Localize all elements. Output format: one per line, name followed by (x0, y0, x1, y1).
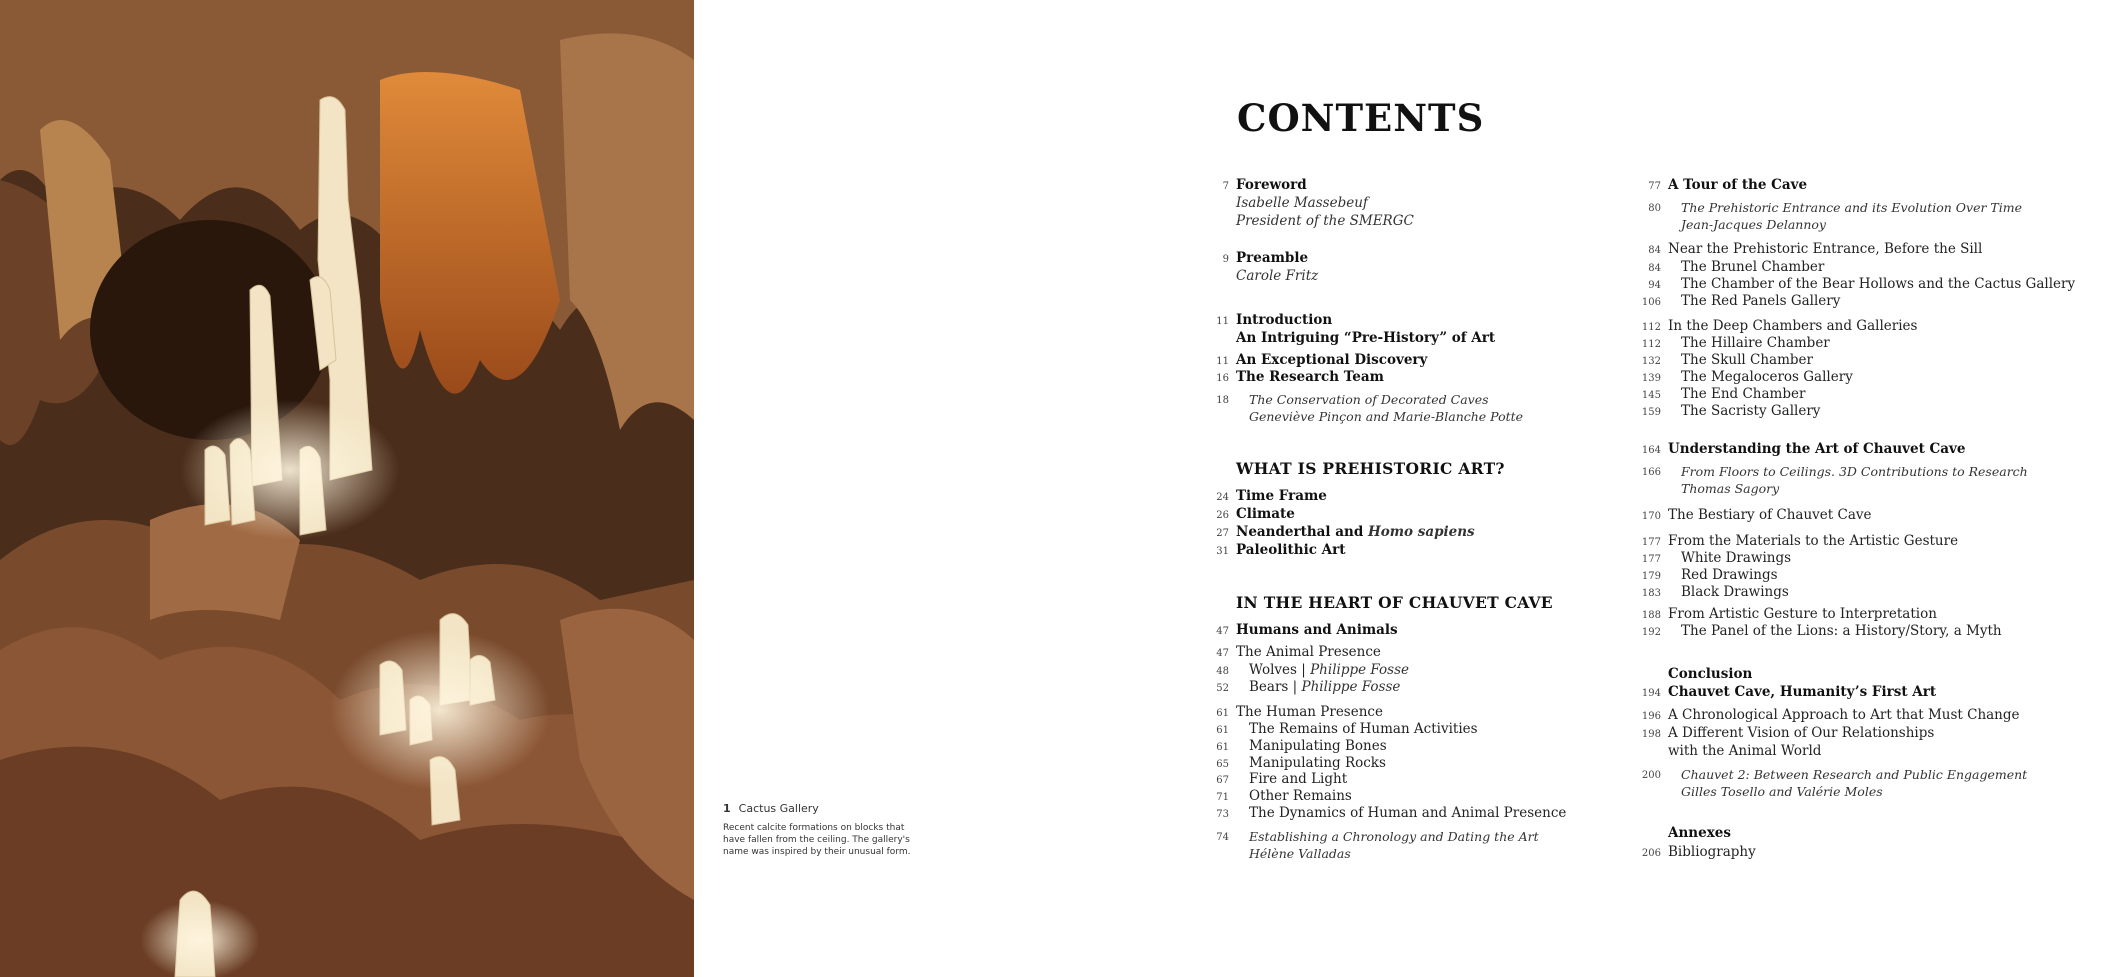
page-number: 74 (1216, 832, 1229, 843)
page-number: 112 (1641, 339, 1661, 350)
entry-title: Foreword (1236, 177, 1307, 193)
entry-title: Black Drawings (1681, 584, 1789, 600)
entry-title: Bibliography (1668, 844, 1756, 860)
entry-title: The Conservation of Decorated Caves (1249, 392, 1489, 407)
entry-title: The Research Team (1236, 369, 1384, 385)
page-number: 73 (1216, 809, 1229, 820)
entry-title: Red Drawings (1681, 567, 1778, 583)
section-heading: IN THE HEART OF CHAUVET CAVE (1236, 593, 1553, 612)
page-number: 61 (1216, 708, 1229, 719)
page-number: 47 (1216, 648, 1229, 659)
page-number: 52 (1216, 683, 1229, 694)
page-number: 24 (1216, 492, 1229, 503)
cave-photo-illustration (0, 0, 694, 977)
entry-title: Neanderthal and (1236, 524, 1368, 540)
entry-author: Geneviève Pinçon and Marie-Blanche Potte (1249, 409, 1524, 424)
entry-title: Climate (1236, 506, 1295, 522)
page-number: 11 (1216, 316, 1229, 327)
entry-title: The Remains of Human Activities (1249, 721, 1478, 737)
entry-title: Manipulating Rocks (1249, 755, 1386, 771)
page-number: 206 (1641, 848, 1661, 859)
page-number: 26 (1216, 510, 1229, 521)
entry-title: Bears | (1249, 679, 1302, 695)
entry-title: Near the Prehistoric Entrance, Before the Sill (1668, 241, 1983, 257)
page-number: 132 (1641, 356, 1661, 367)
page-number: 192 (1641, 627, 1661, 638)
page-number: 47 (1216, 626, 1229, 637)
page-number: 112 (1641, 322, 1661, 333)
entry-author: Philippe Fosse (1310, 662, 1409, 678)
entry-title: Fire and Light (1249, 771, 1348, 787)
page-number: 196 (1641, 711, 1661, 722)
page-number: 18 (1216, 395, 1229, 406)
entry-title: The Panel of the Lions: a History/Story, a Myth (1681, 623, 2002, 639)
page-number: 183 (1641, 588, 1661, 599)
page-number: 145 (1641, 390, 1661, 401)
entry-title: The Brunel Chamber (1681, 259, 1825, 275)
entry-title: In the Deep Chambers and Galleries (1668, 318, 1918, 334)
entry-title: An Exceptional Discovery (1236, 352, 1428, 368)
entry-title: From Floors to Ceilings. 3D Contributions to Research (1681, 464, 2028, 479)
page-number: 48 (1216, 666, 1229, 677)
entry-title: Wolves | (1249, 662, 1311, 678)
page-number: 179 (1641, 571, 1661, 582)
page-number: 177 (1641, 537, 1661, 548)
page-number: 9 (1222, 254, 1229, 265)
entry-title: The Dynamics of Human and Animal Presence (1249, 805, 1567, 821)
page-number: 67 (1216, 775, 1229, 786)
page-number: 159 (1641, 407, 1661, 418)
entry-title-italic: Homo sapiens (1367, 524, 1475, 540)
page-number: 7 (1222, 181, 1229, 192)
entry-title: The End Chamber (1681, 386, 1806, 402)
entry-title: The Bestiary of Chauvet Cave (1668, 507, 1872, 523)
entry-title-continued: with the Animal World (1668, 743, 1822, 759)
page-number: 80 (1648, 203, 1661, 214)
page-number: 61 (1216, 742, 1229, 753)
entry-title: Chauvet Cave, Humanity’s First Art (1668, 684, 1937, 700)
page-number: 77 (1648, 181, 1661, 192)
entry-title: Preamble (1236, 250, 1309, 266)
page-number: 198 (1641, 729, 1661, 740)
page-number: 177 (1641, 554, 1661, 565)
section-heading: WHAT IS PREHISTORIC ART? (1236, 459, 1505, 478)
page-number: 31 (1216, 546, 1229, 557)
caption-line: Recent calcite formations on blocks that (723, 823, 905, 833)
entry-title: White Drawings (1681, 550, 1792, 566)
entry-title: The Megaloceros Gallery (1681, 369, 1853, 385)
entry-author: Carole Fritz (1236, 268, 1319, 284)
page-number: 94 (1648, 280, 1661, 291)
page-number: 139 (1641, 373, 1661, 384)
conclusion-heading: Conclusion (1668, 666, 1753, 682)
entry-subtitle: An Intriguing “Pre-History” of Art (1236, 330, 1496, 346)
page-number: 194 (1641, 688, 1661, 699)
entry-title: A Chronological Approach to Art that Must Change (1668, 707, 2020, 723)
entry-title: The Skull Chamber (1681, 352, 1813, 368)
entry-title: A Tour of the Cave (1668, 177, 1808, 193)
page-number: 11 (1216, 356, 1229, 367)
entry-title: A Different Vision of Our Relationships (1668, 725, 1935, 741)
page-number: 16 (1216, 373, 1229, 384)
entry-title: Introduction (1236, 312, 1333, 328)
entry-title: Chauvet 2: Between Research and Public Engagement (1681, 767, 2028, 782)
cave-photo (0, 0, 694, 977)
page-number: 65 (1216, 759, 1229, 770)
entry-title: The Prehistoric Entrance and its Evolution Over Time (1681, 200, 2023, 215)
entry-author: Jean-Jacques Delannoy (1681, 217, 1826, 232)
caption-line: name was inspired by their unusual form. (723, 847, 911, 857)
photo-caption (723, 802, 913, 858)
entry-author: Hélène Valladas (1249, 846, 1351, 861)
entry-title: Manipulating Bones (1249, 738, 1387, 754)
entry-title: Establishing a Chronology and Dating the Art (1249, 829, 1539, 844)
entry-title: Humans and Animals (1236, 622, 1398, 638)
entry-author: Gilles Tosello and Valérie Moles (1681, 784, 1883, 799)
entry-title: From Artistic Gesture to Interpretation (1668, 606, 1937, 622)
entry-title: The Chamber of the Bear Hollows and the Cactus Gallery (1681, 276, 2076, 292)
annexes-heading: Annexes (1668, 825, 1731, 841)
entry-title: From the Materials to the Artistic Gesture (1668, 533, 1959, 549)
page-number: 106 (1641, 297, 1661, 308)
entry-title: The Red Panels Gallery (1681, 293, 1841, 309)
entry-title: Time Frame (1236, 488, 1327, 504)
page-number: 84 (1648, 263, 1661, 274)
page-number: 166 (1641, 467, 1661, 478)
entry-title: The Hillaire Chamber (1681, 335, 1830, 351)
page-number: 71 (1216, 792, 1229, 803)
entry-author: Philippe Fosse (1301, 679, 1401, 695)
page-number: 84 (1648, 245, 1661, 256)
entry-title: The Sacristy Gallery (1681, 403, 1821, 419)
page-number: 27 (1216, 528, 1229, 539)
entry-title: Understanding the Art of Chauvet Cave (1668, 441, 1966, 457)
page-number: 200 (1641, 770, 1661, 781)
caption-title: Cactus Gallery (738, 802, 819, 815)
page-number: 170 (1641, 511, 1661, 522)
entry-title: The Animal Presence (1236, 644, 1381, 660)
page-number: 188 (1641, 610, 1661, 621)
entry-title: Paleolithic Art (1236, 542, 1346, 558)
page-number: 164 (1641, 445, 1661, 456)
page-number: 61 (1216, 725, 1229, 736)
caption-line: have fallen from the ceiling. The gallery's (723, 835, 910, 845)
entry-role: President of the SMERGC (1236, 213, 1414, 229)
entry-title: The Human Presence (1236, 704, 1383, 720)
entry-author: Isabelle Massebeuf (1236, 195, 1368, 211)
entry-author: Thomas Sagory (1681, 481, 1780, 496)
entry-title: Other Remains (1249, 788, 1352, 804)
contents-title: CONTENTS (1237, 96, 1485, 140)
caption-number: 1 (723, 802, 731, 815)
